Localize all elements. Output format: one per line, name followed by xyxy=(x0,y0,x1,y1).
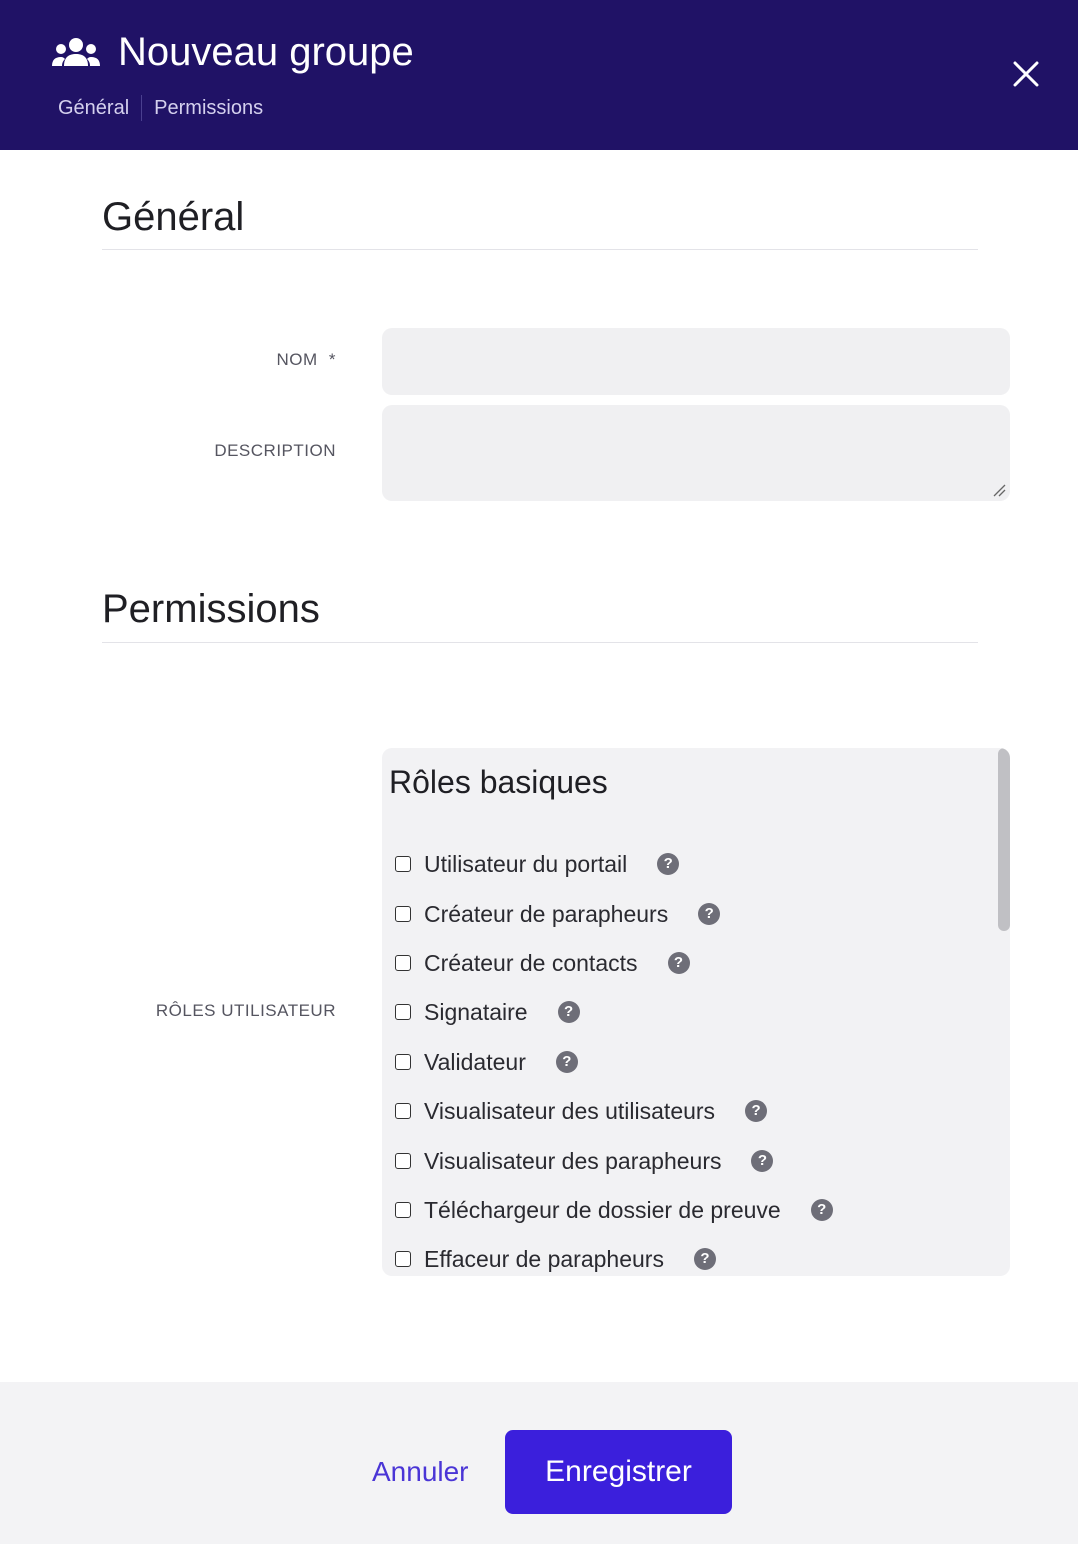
required-mark: * xyxy=(328,350,336,369)
roles-group-title: Rôles basiques xyxy=(389,764,608,800)
role-checkbox[interactable] xyxy=(395,906,411,922)
name-label-text: NOM xyxy=(276,350,318,369)
description-textarea[interactable] xyxy=(382,405,1010,501)
role-checkbox[interactable] xyxy=(395,1054,411,1070)
role-checkbox[interactable] xyxy=(395,856,411,872)
help-icon[interactable]: ? xyxy=(556,1051,578,1073)
section-title-permissions: Permissions xyxy=(102,587,320,631)
role-item-validateur[interactable] xyxy=(395,1047,578,1077)
role-item-createur-contacts[interactable] xyxy=(395,948,690,978)
role-item-effaceur-parapheurs[interactable] xyxy=(395,1244,716,1274)
help-icon[interactable]: ? xyxy=(694,1248,716,1270)
role-label: Effaceur de parapheurs xyxy=(424,1245,664,1272)
name-input[interactable] xyxy=(382,328,1010,395)
role-label: Signataire xyxy=(424,998,528,1025)
help-icon[interactable]: ? xyxy=(751,1150,773,1172)
dialog-header xyxy=(0,0,1078,150)
help-icon[interactable]: ? xyxy=(668,952,690,974)
role-label: Utilisateur du portail xyxy=(424,850,628,877)
role-checkbox[interactable] xyxy=(395,1202,411,1218)
help-icon[interactable]: ? xyxy=(558,1001,580,1023)
nav-separator xyxy=(141,95,142,121)
section-title-general: Général xyxy=(102,195,245,239)
name-label xyxy=(276,350,336,370)
role-label: Validateur xyxy=(424,1048,526,1075)
role-checkbox[interactable] xyxy=(395,1004,411,1020)
role-label: Visualisateur des parapheurs xyxy=(424,1147,722,1174)
close-icon[interactable] xyxy=(1008,56,1044,92)
section-nav xyxy=(58,94,263,122)
role-label: Créateur de parapheurs xyxy=(424,900,669,927)
dialog-title: Nouveau groupe xyxy=(118,30,414,74)
role-label: Créateur de contacts xyxy=(424,949,638,976)
role-item-visualisateur-parapheurs[interactable] xyxy=(395,1146,773,1176)
role-label: Téléchargeur de dossier de preuve xyxy=(424,1196,781,1223)
nav-link-permissions[interactable]: Permissions xyxy=(154,97,264,119)
scrollbar-thumb[interactable] xyxy=(998,748,1010,931)
role-item-signataire[interactable] xyxy=(395,997,580,1027)
role-item-createur-parapheurs[interactable] xyxy=(395,899,720,929)
help-icon[interactable]: ? xyxy=(811,1199,833,1221)
dialog-footer xyxy=(0,1382,1078,1544)
divider xyxy=(102,642,978,643)
save-button[interactable]: Enregistrer xyxy=(505,1430,732,1514)
role-checkbox[interactable] xyxy=(395,1153,411,1169)
divider xyxy=(102,249,978,250)
role-label: Visualisateur des utilisateurs xyxy=(424,1097,716,1124)
role-item-utilisateur-portail[interactable] xyxy=(395,849,679,879)
role-checkbox[interactable] xyxy=(395,955,411,971)
users-group-icon xyxy=(52,36,100,72)
roles-list-panel[interactable] xyxy=(382,748,1010,1276)
help-icon[interactable]: ? xyxy=(745,1100,767,1122)
role-item-telechargeur-preuve[interactable] xyxy=(395,1195,833,1225)
resize-grip-icon[interactable] xyxy=(992,483,1006,497)
role-checkbox[interactable] xyxy=(395,1103,411,1119)
role-checkbox[interactable] xyxy=(395,1251,411,1267)
help-icon[interactable]: ? xyxy=(698,903,720,925)
nav-link-general[interactable]: Général xyxy=(58,97,130,119)
role-item-visualisateur-utilisateurs[interactable] xyxy=(395,1096,767,1126)
user-roles-label: RÔLES UTILISATEUR xyxy=(155,1001,336,1020)
description-label: DESCRIPTION xyxy=(214,441,336,460)
help-icon[interactable]: ? xyxy=(657,853,679,875)
cancel-button[interactable]: Annuler xyxy=(372,1456,469,1487)
